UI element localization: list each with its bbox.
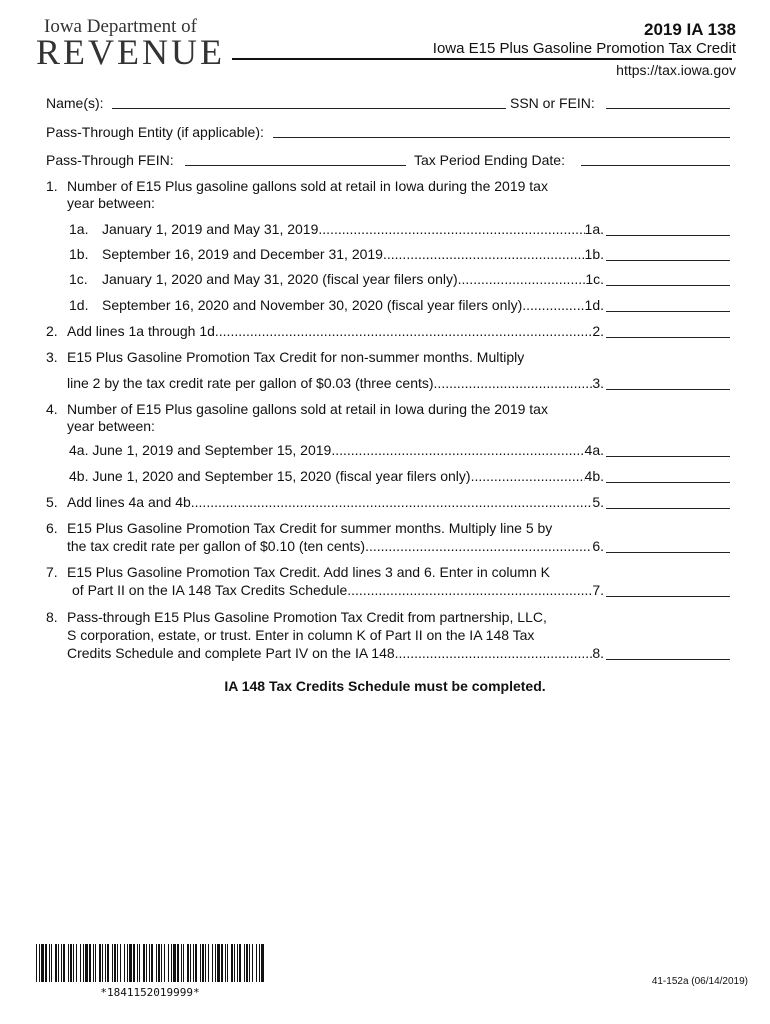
- line-1a-text: January 1, 2019 and May 31, 2019: [102, 221, 319, 237]
- line-4-number: 4.: [46, 401, 58, 417]
- line-1a-row: [102, 221, 604, 237]
- line-1a-ref: 1a.: [584, 221, 604, 237]
- line-6-text-cont: the tax credit rate per gallon of $0.10 (ten cents): [67, 538, 366, 554]
- line-8-row: [67, 645, 604, 661]
- line-7-number: 7.: [46, 564, 58, 580]
- line-7-amount[interactable]: [606, 596, 730, 597]
- line-1c-ref: 1c.: [585, 271, 604, 287]
- line-2-number: 2.: [46, 323, 58, 339]
- line-4b-ref: 4b.: [584, 468, 604, 484]
- passthrough-entity-field[interactable]: [273, 137, 730, 138]
- line-8-ref: 8.: [592, 645, 604, 661]
- line-1d-row: [102, 297, 604, 313]
- line-8-number: 8.: [46, 609, 58, 625]
- line-3-text: E15 Plus Gasoline Promotion Tax Credit for non-summer months. Multiply: [67, 349, 525, 365]
- line-4a-text: 4a. June 1, 2019 and September 15, 2019: [69, 442, 332, 458]
- line-7-ref: 7.: [592, 582, 604, 598]
- form-url: https://tax.iowa.gov: [616, 62, 736, 78]
- ia148-note: IA 148 Tax Credits Schedule must be completed.: [224, 678, 546, 694]
- line-3-row: [67, 375, 604, 391]
- form-title: Iowa E15 Plus Gasoline Promotion Tax Credit: [432, 40, 736, 57]
- line-3-text-cont: line 2 by the tax credit rate per gallon of $0.03 (three cents): [67, 375, 434, 391]
- names-field[interactable]: [112, 108, 506, 109]
- passthrough-entity-label: Pass-Through Entity (if applicable):: [46, 124, 264, 140]
- iowa-revenue-logo: [36, 16, 225, 72]
- barcode-text: *1841152019999*: [100, 986, 200, 999]
- line-2-text: Add lines 1a through 1d: [67, 323, 215, 339]
- line-1a-amount[interactable]: [606, 235, 730, 236]
- ssn-label: SSN or FEIN:: [510, 95, 595, 111]
- line-7-text-cont: of Part II on the IA 148 Tax Credits Schedule: [72, 582, 348, 598]
- passthrough-fein-label: Pass-Through FEIN:: [46, 152, 174, 168]
- line-5-number: 5.: [46, 494, 58, 510]
- line-1b-ref: 1b.: [584, 246, 604, 262]
- line-4a-row: [69, 442, 604, 458]
- line-3-ref: 3.: [592, 375, 604, 391]
- names-label: Name(s):: [46, 95, 104, 111]
- header-rule: [232, 58, 732, 60]
- line-8-text-cont2: Credits Schedule and complete Part IV on the IA 148: [67, 645, 395, 661]
- line-1c-row: [102, 271, 604, 287]
- line-6-number: 6.: [46, 520, 58, 536]
- line-8-text: Pass-through E15 Plus Gasoline Promotion Tax Credit from partnership, LLC,: [67, 609, 547, 625]
- line-4b-amount[interactable]: [606, 482, 730, 483]
- passthrough-fein-field[interactable]: [185, 165, 406, 166]
- line-1-number: 1.: [46, 178, 58, 194]
- form-revision: 41-152a (06/14/2019): [651, 976, 748, 987]
- line-1b-amount[interactable]: [606, 260, 730, 261]
- tax-period-label: Tax Period Ending Date:: [414, 152, 565, 168]
- tax-period-field[interactable]: [581, 165, 730, 166]
- line-1c-number: 1c.: [69, 271, 88, 287]
- logo-line1: Iowa Department of: [44, 16, 197, 37]
- line-1b-number: 1b.: [69, 246, 89, 262]
- line-1c-text: January 1, 2020 and May 31, 2020 (fiscal year filers only): [102, 271, 458, 287]
- line-7-text: E15 Plus Gasoline Promotion Tax Credit. Add lines 3 and 6. Enter in column K: [67, 564, 551, 580]
- line-8-amount[interactable]: [606, 659, 730, 660]
- line-1-text: Number of E15 Plus gasoline gallons sold at retail in Iowa during the 2019 tax: [67, 178, 548, 194]
- line-1b-text: September 16, 2019 and December 31, 2019: [102, 246, 383, 262]
- line-1d-number: 1d.: [69, 297, 89, 313]
- line-4a-amount[interactable]: [606, 456, 730, 457]
- form-id: 2019 IA 138: [644, 20, 736, 39]
- line-7-row: [72, 582, 604, 598]
- line-2-row: [67, 323, 604, 339]
- line-5-ref: 5.: [592, 494, 604, 510]
- line-6-amount[interactable]: [606, 552, 730, 553]
- line-4b-text: 4b. June 1, 2020 and September 15, 2020 (fiscal year filers only): [69, 468, 471, 484]
- line-5-row: [67, 494, 604, 510]
- logo-line2: REVENUE: [36, 32, 225, 72]
- line-6-row: [67, 538, 604, 554]
- ssn-field[interactable]: [606, 108, 730, 109]
- line-5-text: Add lines 4a and 4b: [67, 494, 191, 510]
- line-8-text-cont: S corporation, estate, or trust. Enter in column K of Part II on the IA 148 Tax: [67, 627, 535, 643]
- line-4b-row: [69, 468, 604, 484]
- line-1a-number: 1a.: [69, 221, 89, 237]
- line-2-amount[interactable]: [606, 337, 730, 338]
- line-3-amount[interactable]: [606, 389, 730, 390]
- line-5-amount[interactable]: [606, 508, 730, 509]
- line-6-text: E15 Plus Gasoline Promotion Tax Credit for summer months. Multiply line 5 by: [67, 520, 553, 536]
- barcode: [36, 944, 264, 982]
- line-1d-amount[interactable]: [606, 311, 730, 312]
- line-1c-amount[interactable]: [606, 285, 730, 286]
- line-4-text-cont: year between:: [67, 418, 155, 434]
- line-4a-ref: 4a.: [584, 442, 604, 458]
- line-1b-row: [102, 246, 604, 262]
- line-6-ref: 6.: [592, 538, 604, 554]
- line-2-ref: 2.: [592, 323, 604, 339]
- line-1d-ref: 1d.: [584, 297, 604, 313]
- line-1-text-cont: year between:: [67, 195, 155, 211]
- line-4-text: Number of E15 Plus gasoline gallons sold at retail in Iowa during the 2019 tax: [67, 401, 548, 417]
- line-1d-text: September 16, 2020 and November 30, 2020 (fiscal year filers only): [102, 297, 523, 313]
- line-3-number: 3.: [46, 349, 58, 365]
